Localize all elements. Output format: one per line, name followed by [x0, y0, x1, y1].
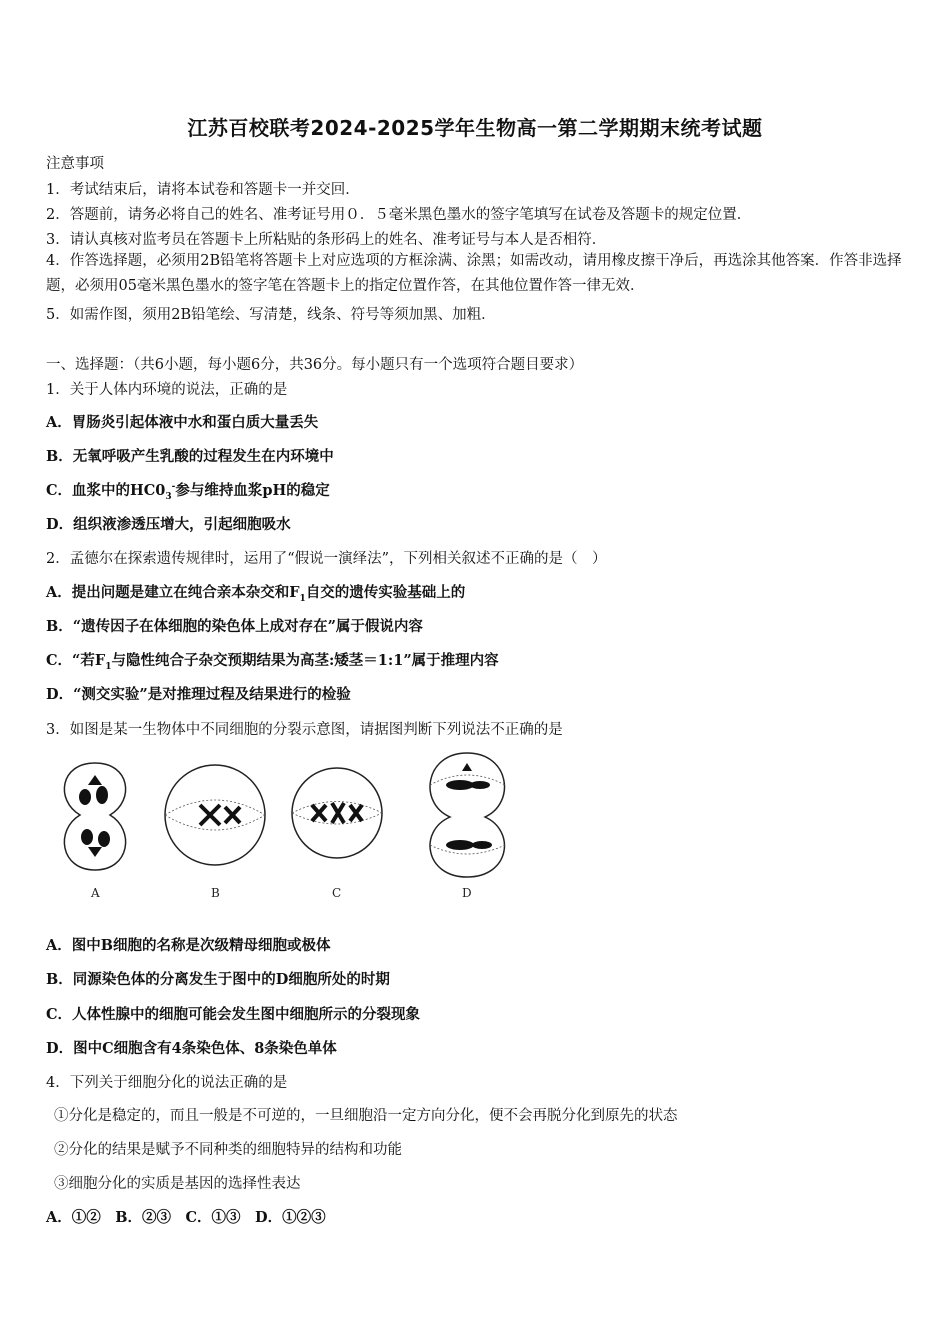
q3-option-b: B．同源染色体的分离发生于图中的D细胞所处的时期	[46, 971, 390, 988]
q3-option-a: A．图中B细胞的名称是次级精母细胞或极体	[46, 937, 331, 954]
q2-option-d: D．“测交实验”是对推理过程及结果进行的检验	[46, 686, 351, 703]
figure-label-a: A	[91, 886, 100, 900]
cell-division-figure	[40, 745, 540, 905]
figure-label-d: D	[462, 886, 472, 900]
q1-option-b: B．无氧呼吸产生乳酸的过程发生在内环境中	[46, 448, 334, 465]
notice-item-1: 1．考试结束后，请将本试卷和答题卡一并交回．	[46, 182, 360, 198]
notice-item-2: 2．答题前，请务必将自己的姓名、准考证号用０．５毫米黑色墨水的签字笔填写在试卷及答题卡的规定位置．	[46, 207, 752, 223]
q4-statement-3: ③细胞分化的实质是基因的选择性表达	[54, 1176, 301, 1192]
q3-option-c: C．人体性腺中的细胞可能会发生图中细胞所示的分裂现象	[46, 1006, 421, 1023]
q2-stem: 2．孟德尔在探索遗传规律时，运用了“假说一演绎法”，下列相关叙述不正确的是（ ）	[46, 551, 607, 567]
figure-label-b: B	[211, 886, 220, 900]
q4-statement-1: ①分化是稳定的，而且一般是不可逆的，一旦细胞沿一定方向分化，便不会再脱分化到原先的状态	[54, 1108, 678, 1124]
q2-option-a: A．提出问题是建立在纯合亲本杂交和$F_1$自交的遗传实验基础上的	[46, 584, 466, 604]
notice-item-5: 5．如需作图，须用2B铅笔绘、写清楚，线条、符号等须加黑、加粗．	[46, 307, 496, 323]
q4-statement-2: ②分化的结果是赋予不同种类的细胞特异的结构和功能	[54, 1142, 402, 1158]
q1-stem: 1．关于人体内环境的说法，正确的是	[46, 382, 288, 398]
notice-item-4: 4．作答选择题，必须用2B铅笔将答题卡上对应选项的方框涂满、涂黑；如需改动，请用橡皮擦干净后，再选涂其他答案．作答非选择题，必须用05毫米黑色墨水的签字笔在答题卡上的指定位置作答，在其他位置作答一律无效．	[46, 253, 902, 294]
q1-option-d: D．组织液渗透压增大，引起细胞吸水	[46, 516, 291, 533]
q1-option-c: C．血浆中的$HC0_3^-$参与维持血浆pH的稳定	[46, 482, 330, 502]
notice-item-3: 3．请认真核对监考员在答题卡上所粘贴的条形码上的姓名、准考证号与本人是否相符．	[46, 232, 607, 248]
q2-option-c: C．“若$F_1$与隐性纯合子杂交预期结果为高茎:矮茎＝1:1”属于推理内容	[46, 652, 499, 672]
figure-label-c: C	[332, 886, 342, 900]
q1-option-a: A．胃肠炎引起体液中水和蛋白质大量丢失	[46, 414, 319, 431]
q3-stem: 3．如图是某一生物体中不同细胞的分裂示意图，请据图判断下列说法不正确的是	[46, 722, 563, 738]
q3-option-d: D．图中C细胞含有4条染色体、8条染色单体	[46, 1040, 337, 1057]
q2-option-b: B．“遗传因子在体细胞的染色体上成对存在”属于假说内容	[46, 618, 423, 635]
q4-stem: 4．下列关于细胞分化的说法正确的是	[46, 1075, 288, 1091]
q4-options: A．①② B．②③ C．①③ D．①②③	[46, 1209, 326, 1226]
section-heading: 一、选择题：（共6小题，每小题6分，共36分。每小题只有一个选项符合题目要求）	[46, 357, 584, 373]
page-title: 江苏百校联考2024-2025学年生物高一第二学期期末统考试题	[187, 116, 763, 140]
notice-heading: 注意事项	[46, 156, 104, 172]
